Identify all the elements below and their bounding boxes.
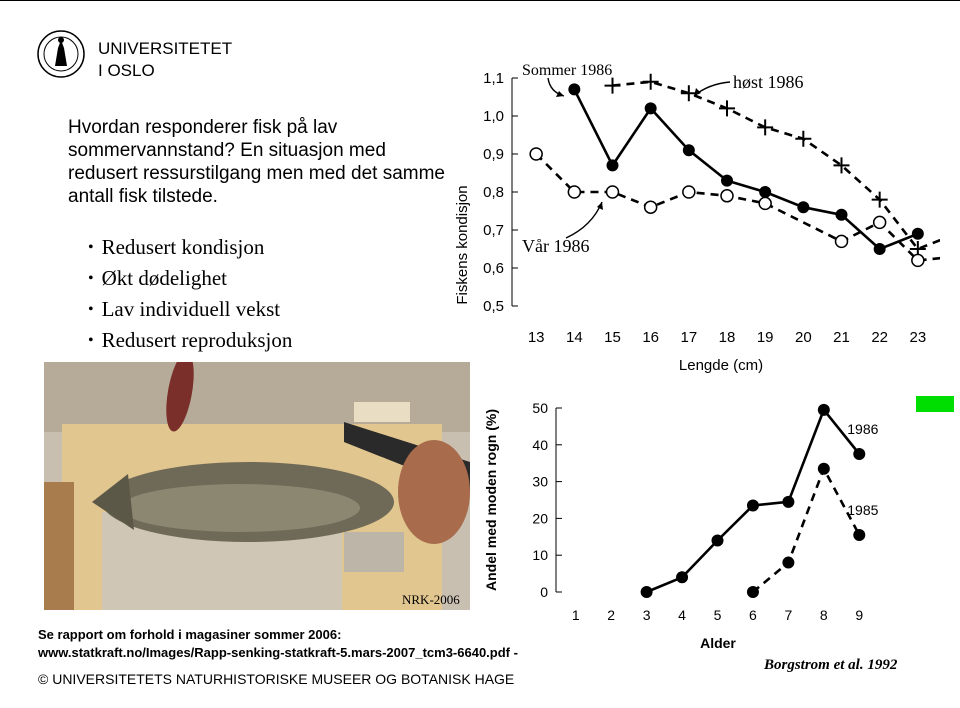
x-tick-label: 5	[713, 607, 722, 623]
data-point	[676, 571, 688, 583]
x-tick-label: 14	[565, 329, 583, 346]
maturity-chart	[470, 392, 920, 662]
citation: Borgstrom et al. 1992	[764, 657, 898, 673]
reference-url: www.statkraft.no/Images/Rapp-senking-statkraft-5.mars-2007_tcm3-6640.pdf -	[38, 645, 518, 660]
y-tick-label: 0,8	[483, 184, 504, 201]
data-point	[818, 404, 830, 416]
data-point-open	[607, 186, 619, 198]
copyright-footer: © UNIVERSITETETS NATURHISTORISKE MUSEER OG BOTANISK HAGE	[38, 671, 515, 687]
x-tick-label: 18	[718, 329, 736, 346]
data-point	[782, 496, 794, 508]
data-point-plus	[757, 119, 773, 135]
data-point-open	[645, 201, 657, 213]
bullet-list	[88, 232, 292, 356]
arrow-summer	[548, 78, 564, 96]
annotation-spring: Vår 1986	[522, 236, 590, 256]
x-tick-label: 9	[855, 607, 864, 623]
data-point	[782, 557, 794, 569]
condition-chart	[440, 50, 940, 380]
logo-line-1: UNIVERSITETET	[98, 39, 233, 58]
y-tick-label: 1,0	[483, 108, 504, 125]
x-axis-label: Lengde (cm)	[678, 357, 764, 374]
y-tick-label: 0,6	[483, 260, 504, 277]
y-tick-label: 1,1	[483, 70, 504, 87]
annotation-autumn: høst 1986	[733, 72, 804, 92]
arrow-summer-head	[556, 91, 564, 97]
data-point	[818, 463, 830, 475]
x-tick-label: 22	[871, 329, 889, 346]
data-point	[747, 586, 759, 598]
data-point	[836, 209, 848, 221]
data-point-open	[874, 216, 886, 228]
series-label: 1986	[847, 421, 879, 437]
bullet-item: • Lav individuell vekst	[88, 294, 292, 325]
x-tick-label: 20	[794, 329, 812, 346]
reference-note	[38, 626, 518, 662]
y-tick-label: 0,9	[483, 146, 504, 163]
arrow-autumn	[694, 82, 730, 96]
data-point	[797, 201, 809, 213]
photo-credit: NRK-2006	[402, 592, 460, 607]
bullet-item: • Redusert reproduksjon	[88, 325, 292, 356]
data-point-plus	[795, 131, 811, 147]
data-point	[641, 586, 653, 598]
data-point-plus	[643, 74, 659, 90]
y-tick-label: 0,5	[483, 298, 504, 315]
data-point	[853, 448, 865, 460]
bullet-item: • Redusert kondisjon	[88, 232, 292, 263]
logo-line-2: I OSLO	[98, 61, 155, 80]
university-seal-logo	[36, 26, 86, 82]
y-axis-label: Fiskens kondisjon	[454, 185, 471, 305]
data-point-open	[721, 190, 733, 202]
data-point	[874, 243, 886, 255]
series-line	[574, 89, 918, 249]
data-point-open	[568, 186, 580, 198]
x-tick-label: 16	[642, 329, 660, 346]
data-point-open	[759, 197, 771, 209]
y-tick-label: 40	[532, 436, 548, 453]
y-tick-label: 30	[532, 473, 548, 490]
arrow-spring	[566, 202, 602, 238]
y-tick-label: 50	[532, 400, 548, 416]
series-label: 1985	[847, 501, 879, 518]
data-point-plus	[605, 78, 621, 94]
data-point	[645, 102, 657, 114]
data-point	[912, 228, 924, 240]
x-tick-label: 19	[756, 329, 774, 346]
x-tick-label: 8	[819, 607, 828, 623]
y-axis-label: Andel med moden rogn (%)	[483, 409, 499, 591]
annotation-summer: Sommer 1986	[522, 62, 613, 79]
bullet-item: • Økt dødelighet	[88, 263, 292, 294]
data-point	[747, 500, 759, 512]
x-tick-label: 6	[749, 607, 757, 623]
series-line	[613, 82, 941, 249]
data-point-plus	[872, 192, 888, 208]
data-point-open	[836, 235, 848, 247]
data-point-open	[683, 186, 695, 198]
data-point	[759, 186, 771, 198]
data-point-plus	[681, 85, 697, 101]
arrow-spring-head	[597, 202, 603, 210]
data-point	[683, 144, 695, 156]
y-tick-label: 10	[532, 547, 548, 564]
data-point	[568, 83, 580, 95]
x-tick-label: 4	[678, 607, 686, 623]
x-tick-label: 17	[680, 329, 698, 346]
y-tick-label: 0,7	[483, 222, 504, 239]
data-point	[721, 175, 733, 187]
x-tick-label: 1	[571, 607, 580, 623]
data-point	[607, 159, 619, 171]
x-tick-label: 3	[642, 607, 651, 623]
y-tick-label: 20	[532, 510, 548, 527]
data-point-plus	[719, 100, 735, 116]
data-point-open	[912, 254, 924, 266]
green-marker	[916, 396, 954, 412]
x-tick-label: 7	[784, 607, 793, 623]
university-logo-text	[98, 38, 232, 82]
series-line	[753, 469, 859, 592]
top-rule	[0, 0, 960, 1]
x-tick-label: 23	[909, 329, 927, 346]
fish-measurement-photo	[44, 362, 470, 610]
x-tick-label: 2	[607, 607, 616, 623]
data-point	[853, 529, 865, 541]
x-axis-label: Alder	[700, 635, 736, 651]
question-text: Hvordan responderer fisk på lav sommervannstand? En situasjon med redusert ressurstilgang men med det samme antall fisk tilstede.	[68, 117, 445, 207]
x-tick-label: 21	[833, 329, 850, 346]
reference-line-1: Se rapport om forhold i magasiner sommer 2006:	[38, 627, 342, 642]
x-tick-label: 15	[604, 329, 621, 346]
x-tick-label: 13	[527, 329, 545, 346]
data-point-open	[530, 148, 542, 160]
data-point	[712, 534, 724, 546]
y-tick-label: 0	[540, 584, 548, 600]
